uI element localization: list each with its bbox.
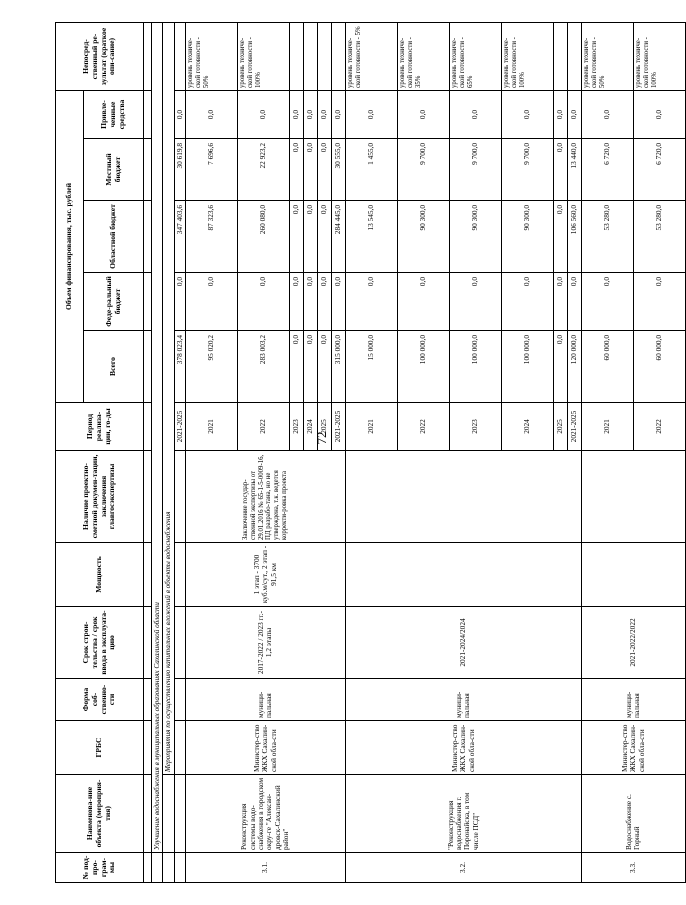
attracted-cell: 0,0: [501, 91, 553, 139]
attracted-cell: 0,0: [289, 91, 303, 139]
summary-attracted: 0,0: [174, 91, 185, 139]
total-cell: 100 000,0: [397, 331, 449, 403]
total-cell: 15 000,0: [345, 331, 397, 403]
regional-cell: 0,0: [303, 201, 317, 273]
local-cell: 9 700,0: [397, 139, 449, 201]
result-cell: уровень техниче-ской готовности - 5%: [345, 23, 397, 91]
attracted-cell: 0,0: [331, 91, 345, 139]
result-cell: [553, 23, 567, 91]
result-cell: уровень техниче-ской готовности - 50%: [581, 23, 633, 91]
regional-cell: 53 280,0: [581, 201, 633, 273]
attracted-cell: 0,0: [581, 91, 633, 139]
regional-cell: 0,0: [553, 201, 567, 273]
regional-cell: 90 300,0: [501, 201, 553, 273]
federal-cell: 0,0: [345, 273, 397, 331]
local-cell: 9 700,0: [449, 139, 501, 201]
finance-table: [55, 22, 686, 883]
header-capacity: Мощность: [56, 543, 144, 607]
federal-cell: 0,0: [633, 273, 685, 331]
regional-cell: 13 545,0: [345, 201, 397, 273]
attracted-cell: 0,0: [397, 91, 449, 139]
summary-local: 30 619,8: [174, 139, 185, 201]
period-cell: 2021-2025: [567, 403, 581, 451]
attracted-cell: 0,0: [303, 91, 317, 139]
object-name: Реконструкция системы водо-снабжения в городском окру-ге "Алексан-дровск-Сахалинский район": [185, 775, 345, 853]
period-cell: 2021: [185, 403, 237, 451]
local-cell: 6 720,0: [581, 139, 633, 201]
result-cell: уровень техниче-ской готовности - 50%: [185, 23, 237, 91]
object-grbs: Министер-ство ЖКХ Сахалин-ской обла-сти: [345, 721, 581, 775]
object-docs: [581, 451, 685, 543]
total-cell: 95 020,2: [185, 331, 237, 403]
period-cell: 2021: [345, 403, 397, 451]
object-number: 3.1.: [185, 853, 345, 883]
header-name: Наименова-ние объекта (мероприя-тия): [56, 775, 144, 853]
regional-cell: 90 300,0: [449, 201, 501, 273]
object-ownership: муници-пальная: [581, 679, 685, 721]
regional-cell: 0,0: [289, 201, 303, 273]
period-cell: 2022: [397, 403, 449, 451]
object-capacity: [581, 543, 685, 607]
header-attracted: Привле-ченные средства: [84, 91, 144, 139]
blank-row: [144, 23, 152, 883]
object-docs: Заключение государ-ственной экспертизы от 29.01.2016 № 65-1-5-0009-16, ПД разрабо-тана, но не утверждена, т.к. ведется корректи-ровка проекта: [185, 451, 345, 543]
object-name: "Реконструкция водоснабжения г. Поронайска, в том числе ПСД": [345, 775, 581, 853]
attracted-cell: 0,0: [553, 91, 567, 139]
result-cell: [317, 23, 331, 91]
period-cell: 2024: [501, 403, 553, 451]
object-grbs: Министер-ство ЖКХ Сахалин-ской обла-сти: [185, 721, 345, 775]
regional-cell: 53 280,0: [633, 201, 685, 273]
object-capacity: [345, 543, 581, 607]
local-cell: 0,0: [289, 139, 303, 201]
regional-cell: 106 560,0: [567, 201, 581, 273]
subsection-title: Мероприятия по осуществлению капитальных вложений в объекты водоснабжения: [163, 23, 174, 775]
result-cell: уровень техниче-ской готовности - 100%: [237, 23, 289, 91]
period-cell: 2023: [449, 403, 501, 451]
summary-regional: 347 403,6: [174, 201, 185, 273]
object-number: 3.2.: [345, 853, 581, 883]
object-name: Водоснабжение с. Горный: [581, 775, 685, 853]
federal-cell: 0,0: [449, 273, 501, 331]
local-cell: 0,0: [553, 139, 567, 201]
header-total: Всего: [84, 331, 144, 403]
total-cell: 0,0: [317, 331, 331, 403]
attracted-cell: 0,0: [317, 91, 331, 139]
period-cell: 2022: [237, 403, 289, 451]
local-cell: 13 440,0: [567, 139, 581, 201]
result-cell: уровень техниче-ской готовности - 100%: [501, 23, 553, 91]
attracted-cell: 0,0: [237, 91, 289, 139]
object-number: 3.3.: [581, 853, 685, 883]
result-cell: [303, 23, 317, 91]
header-result: Непосред-ственный ре-зультат (краткое опи-сание): [56, 23, 144, 91]
object-build-term: 2021-2022/2022: [581, 607, 685, 679]
object-ownership: муници-пальная: [345, 679, 581, 721]
local-cell: 22 923,2: [237, 139, 289, 201]
federal-cell: 0,0: [501, 273, 553, 331]
page-number: 72: [314, 431, 329, 445]
local-cell: 0,0: [317, 139, 331, 201]
header-finance-group: Объем финансирования, тыс. рублей: [56, 91, 84, 403]
local-cell: 7 696,6: [185, 139, 237, 201]
result-cell: [331, 23, 345, 91]
header-grbs: ГРБС: [56, 721, 144, 775]
total-cell: 283 003,2: [237, 331, 289, 403]
result-cell: [567, 23, 581, 91]
federal-cell: 0,0: [331, 273, 345, 331]
table-row: [581, 23, 633, 883]
object-capacity: 1 этап - 3700 куб.м/сут., 2 этап - 91,5 км: [185, 543, 345, 607]
regional-cell: 0,0: [317, 201, 331, 273]
object-docs: [345, 451, 581, 543]
local-cell: 1 455,0: [345, 139, 397, 201]
rotated-table-container: [55, 23, 664, 883]
period-cell: 2021-2025: [331, 403, 345, 451]
period-cell: 2023: [289, 403, 303, 451]
object-build-term: 2021-2024/2024: [345, 607, 581, 679]
attracted-cell: 0,0: [567, 91, 581, 139]
header-federal: Феде-ральный бюджет: [84, 273, 144, 331]
period-cell: 2021: [581, 403, 633, 451]
total-cell: 60 000,0: [581, 331, 633, 403]
summary-federal: 0,0: [174, 273, 185, 331]
object-build-term: 2017-2022 / 2023 гг.- 1,2 этапы: [185, 607, 345, 679]
summary-row: [174, 23, 185, 883]
local-cell: 30 555,0: [331, 139, 345, 201]
total-cell: 0,0: [553, 331, 567, 403]
total-cell: 120 000,0: [567, 331, 581, 403]
table-row: [185, 23, 237, 883]
section-row: [152, 23, 163, 883]
header-period: Период реализа-ции, го-ды: [56, 403, 144, 451]
regional-cell: 284 445,0: [331, 201, 345, 273]
header-regional: Областной бюджет: [84, 201, 144, 273]
result-cell: уровень техниче-ской готовности - 100%: [633, 23, 685, 91]
summary-period: 2021-2025: [174, 403, 185, 451]
object-grbs: Министер-ство ЖКХ Сахалин-ской обла-сти: [581, 721, 685, 775]
regional-cell: 90 300,0: [397, 201, 449, 273]
result-cell: [289, 23, 303, 91]
federal-cell: 0,0: [567, 273, 581, 331]
attracted-cell: 0,0: [449, 91, 501, 139]
summary-total: 378 023,4: [174, 331, 185, 403]
period-cell: 2022: [633, 403, 685, 451]
total-cell: 60 000,0: [633, 331, 685, 403]
total-cell: 100 000,0: [501, 331, 553, 403]
federal-cell: 0,0: [289, 273, 303, 331]
header-docs: Наличие проектно-сметной докумен-тации, заключения главгосэкспертизы: [56, 451, 144, 543]
period-cell: 2025: [317, 403, 331, 451]
header-no: № под-про-грам-мы: [56, 853, 144, 883]
period-cell: 2024: [303, 403, 317, 451]
attracted-cell: 0,0: [345, 91, 397, 139]
period-cell: 2025: [553, 403, 567, 451]
object-ownership: муници-пальная: [185, 679, 345, 721]
result-cell: уровень техниче-ской готовности - 35%: [397, 23, 449, 91]
subsection-row: [163, 23, 174, 883]
federal-cell: 0,0: [553, 273, 567, 331]
regional-cell: 87 323,6: [185, 201, 237, 273]
local-cell: 6 720,0: [633, 139, 685, 201]
total-cell: 0,0: [289, 331, 303, 403]
attracted-cell: 0,0: [185, 91, 237, 139]
total-cell: 315 000,0: [331, 331, 345, 403]
header-local: Местный бюджет: [84, 139, 144, 201]
table-row: [345, 23, 397, 883]
regional-cell: 260 080,0: [237, 201, 289, 273]
federal-cell: 0,0: [581, 273, 633, 331]
local-cell: 9 700,0: [501, 139, 553, 201]
federal-cell: 0,0: [397, 273, 449, 331]
federal-cell: 0,0: [237, 273, 289, 331]
total-cell: 100 000,0: [449, 331, 501, 403]
federal-cell: 0,0: [317, 273, 331, 331]
total-cell: 0,0: [303, 331, 317, 403]
federal-cell: 0,0: [185, 273, 237, 331]
header-build-term: Срок строи-тельства / срок ввода в эксплуата-цию: [56, 607, 144, 679]
federal-cell: 0,0: [303, 273, 317, 331]
section-title: Улучшение водоснабжения в муниципальных образованиях Сахалинской области: [152, 23, 163, 853]
attracted-cell: 0,0: [633, 91, 685, 139]
local-cell: 0,0: [303, 139, 317, 201]
result-cell: уровень техниче-ской готовности - 65%: [449, 23, 501, 91]
header-ownership: Форма соб-ственно-сти: [56, 679, 144, 721]
